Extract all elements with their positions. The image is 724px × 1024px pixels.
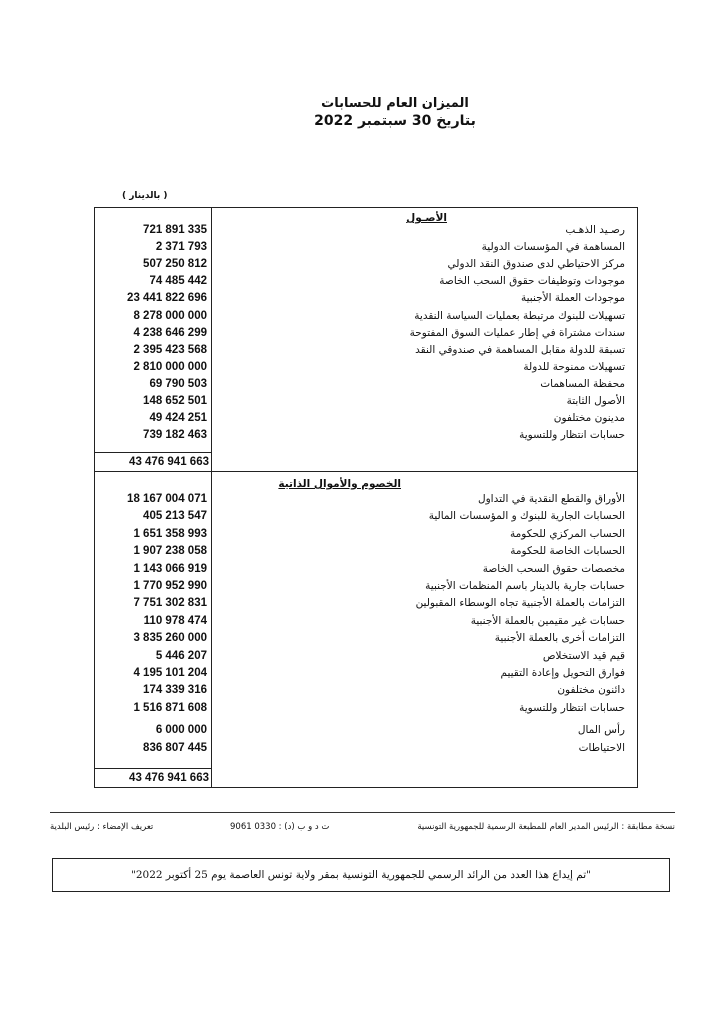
row-label: حسابات انتظار وللتسوية [519,701,625,714]
liabilities-total-rule [95,768,212,769]
table-row [95,615,639,631]
table-row [95,429,639,445]
table-row [95,632,639,648]
row-amount: 74 485 442 [149,275,207,288]
table-row [95,724,639,740]
row-label: محفظة المساهمات [540,377,625,390]
row-label: حسابات غير مقيمين بالعملة الأجنبية [470,614,625,627]
reference-text: ت د و ب (د) : 0330 9061 [230,822,330,832]
row-label: المساهمة في المؤسسات الدولية [481,241,625,254]
liabilities-table [94,471,638,788]
table-row [95,702,639,718]
row-label: الحسابات الخاصة للحكومة [510,545,625,558]
row-amount: 507 250 812 [143,258,207,271]
deposit-notice: "تم إيداع هذا العدد من الرائد الرسمي للجمهورية التونسية بمقر ولاية تونس العاصمة يوم 25 أكتوبر 2022" [52,858,670,892]
assets-table [94,207,638,472]
row-label: مخصصات حقوق السحب الخاصة [482,562,625,575]
row-label: الحسابات الجارية للبنوك و المؤسسات المالية [428,510,625,523]
table-row [95,563,639,579]
row-amount: 6 000 000 [155,724,207,736]
row-amount: 1 770 952 990 [133,580,207,592]
footer-line [50,822,675,836]
row-label: دائنون مختلفون [557,684,625,697]
liabilities-heading: الخصوم والأموال الذاتية [278,478,401,490]
table-row [95,258,639,274]
row-amount: 405 213 547 [143,510,207,523]
table-row [95,224,639,240]
table-row [95,395,639,411]
table-row [95,510,639,526]
row-label: حسابات انتظار وللتسوية [519,429,625,442]
table-row [95,528,639,544]
table-row [95,241,639,257]
row-label: مركز الاحتياطي لدى صندوق النقد الدولي [447,258,625,271]
row-amount: 5 446 207 [155,649,207,662]
document-title-block [300,96,490,129]
row-label: تسهيلات للبنوك مرتبطة بعمليات السياسة النقدية [414,309,625,322]
table-row [95,412,639,428]
row-label: تسهيلات ممنوحة للدولة [523,360,625,373]
row-amount: 739 182 463 [143,429,207,442]
table-row [95,650,639,666]
row-label: الأصول الثابتة [566,395,625,407]
liabilities-total: 43 476 941 663 [129,772,209,784]
table-row [95,344,639,360]
row-amount: 3 835 260 000 [133,632,207,645]
row-amount: 49 424 251 [149,412,207,425]
row-amount: 2 810 000 000 [133,360,207,373]
table-row [95,667,639,683]
row-label: قيم قيد الاستخلاص [542,649,625,662]
row-label: رأس المال [577,724,625,736]
row-amount: 110 978 474 [143,614,207,627]
table-row [95,545,639,561]
row-label: تسبقة للدولة مقابل المساهمة في صندوقي النقد [415,343,625,356]
row-label: موجودات وتوظيفات حقوق السحب الخاصة [439,275,625,288]
row-amount: 23 441 822 696 [127,292,207,305]
table-row [95,684,639,700]
row-label: رصـيد الذهـب [565,224,625,236]
row-label: الاحتياطات [578,742,625,754]
row-amount: 1 143 066 919 [133,562,207,575]
signature-text: تعريف الإمضاء : رئيس البلدية [50,822,154,832]
table-row [95,361,639,377]
row-label: مدينون مختلفون [553,412,625,425]
certification-text: نسخة مطابقة : الرئيس المدير العام للمطبعة الرسمية للجمهورية التونسية [417,822,675,832]
row-amount: 7 751 302 831 [133,597,207,610]
assets-total-rule [95,452,212,453]
table-row [95,580,639,596]
row-label: موجودات العملة الأجنبية [520,292,625,305]
row-amount: 69 790 503 [149,377,207,390]
row-amount: 1 651 358 993 [133,527,207,540]
table-row [95,742,639,758]
row-amount: 2 371 793 [155,241,207,254]
assets-total: 43 476 941 663 [129,456,209,468]
row-amount: 1 516 871 608 [133,701,207,714]
table-row [95,378,639,394]
table-row [95,292,639,308]
row-label: الأوراق والقطع النقدية في التداول [477,493,625,505]
footer-rule [50,812,675,813]
row-label: التزامات أخرى بالعملة الأجنبية [494,632,625,645]
currency-unit: ( بالدينار ) [122,191,168,201]
row-amount: 148 652 501 [143,395,207,407]
row-amount: 1 907 238 058 [133,545,207,558]
table-row [95,327,639,343]
row-amount: 4 195 101 204 [133,667,207,679]
table-row [95,493,639,509]
row-label: الحساب المركزي للحكومة [510,527,625,540]
row-label: حسابات جارية بالدينار باسم المنظمات الأجنبية [425,580,625,592]
row-label: التزامات بالعملة الأجنبية تجاه الوسطاء المقبولين [415,597,625,610]
row-amount: 721 891 335 [143,224,207,236]
row-amount: 2 395 423 568 [133,343,207,356]
row-amount: 18 167 004 071 [127,493,207,505]
assets-heading: الأصـول [406,212,447,224]
row-amount: 836 807 445 [143,742,207,754]
row-label: فوارق التحويل وإعادة التقييم [500,667,625,679]
table-row [95,310,639,326]
row-label: سندات مشتراة في إطار عمليات السوق المفتوحة [409,326,625,339]
document-date: بتاريخ 30 سبتمبر 2022 [314,113,476,129]
table-row [95,275,639,291]
row-amount: 174 339 316 [143,684,207,697]
row-amount: 8 278 000 000 [133,309,207,322]
table-row [95,597,639,613]
document-title: الميزان العام للحسابات [321,96,469,111]
row-amount: 4 238 646 299 [133,326,207,339]
